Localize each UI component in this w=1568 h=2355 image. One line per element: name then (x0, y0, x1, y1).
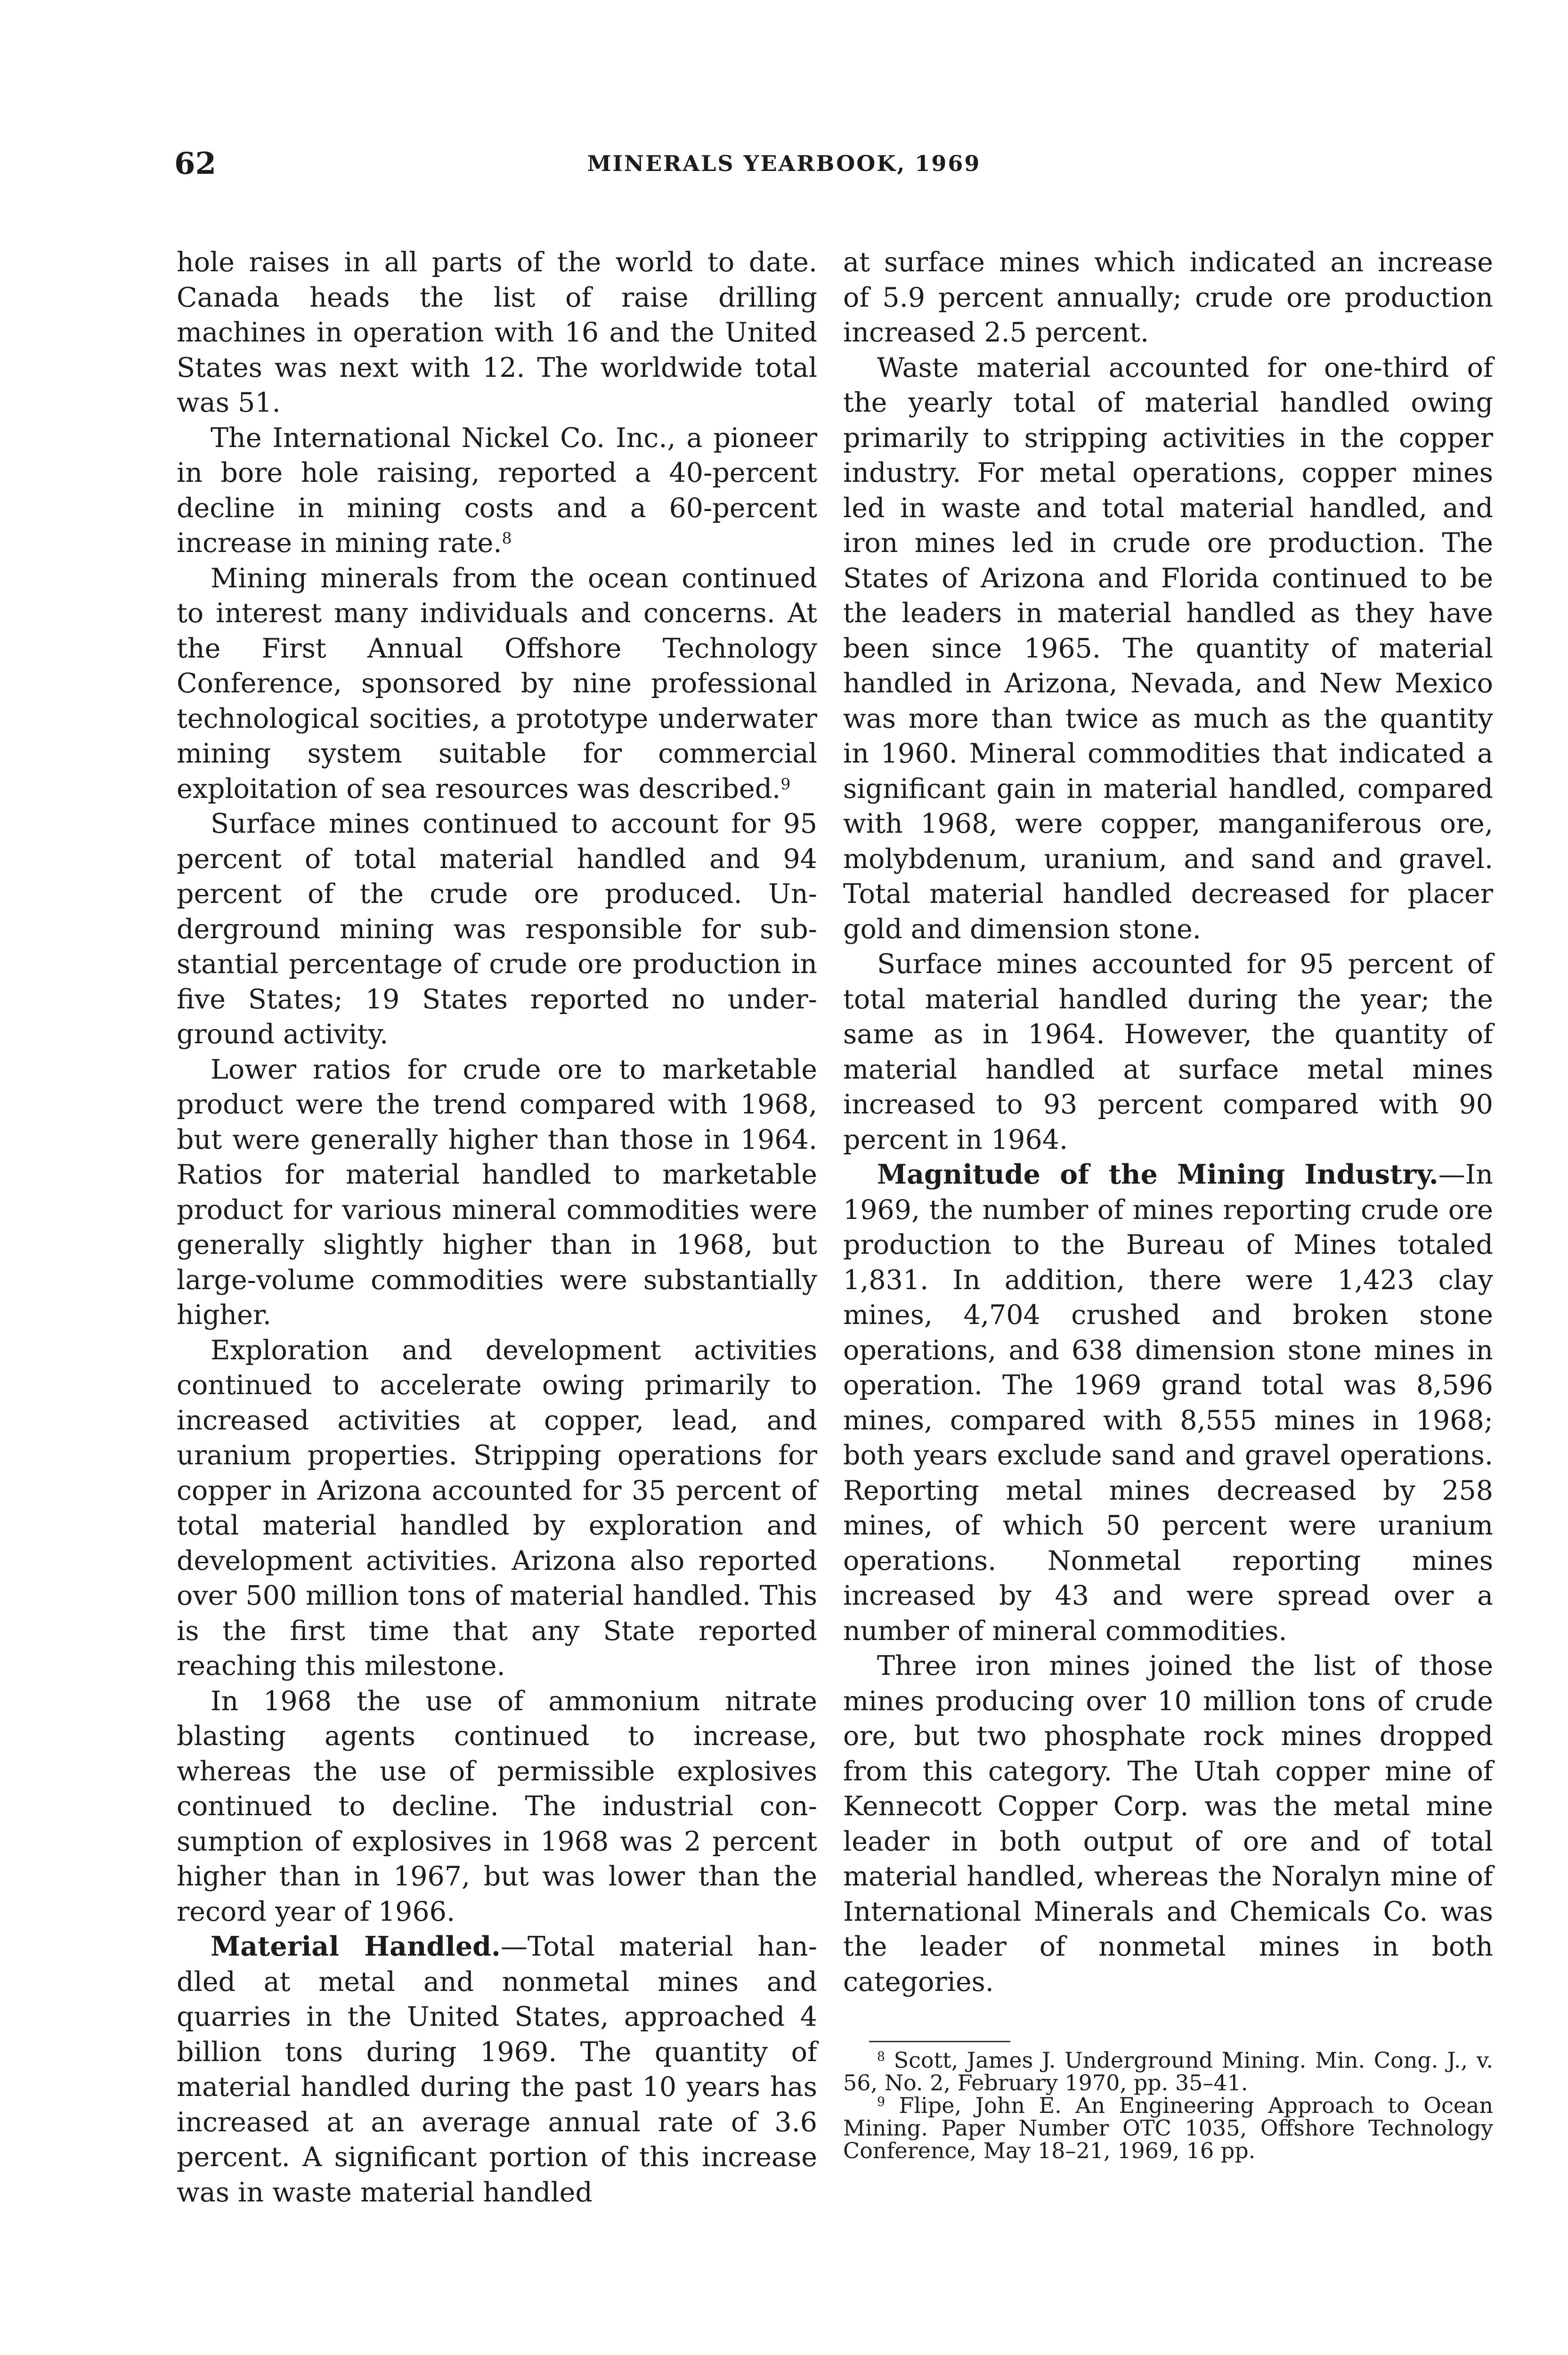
footnote-mark: 8 (877, 2049, 885, 2064)
paragraph-text: —Total material handled at metal and nonmetal mines and quarries in the United States, approached 4 billion tons during 1969. The quantity of material handled during the past 10 years has increased at an average annual rate of 3.6 percent. A significant portion of this increase was in waste material handled (177, 1931, 817, 2208)
paragraph (177, 421, 817, 561)
footnote-text: Scott, James J. Underground Mining. Min. Cong. J., v. 56, No. 2, February 1970, pp. 35–41. (843, 2047, 1493, 2095)
footnote-ref: 9 (780, 774, 791, 793)
left-column (177, 245, 817, 2210)
paragraph: at surface mines which indicated an increase of 5.9 percent annually; crude ore production increased 2.5 percent. (843, 247, 1493, 348)
paragraph: Surface mines accounted for 95 percent of total material handled during the year; the same as in 1964. However, the quantity of material handled at surface metal mines increased to 93 percent compared with 90 percent in 1964. (843, 949, 1493, 1155)
paragraph: Surface mines continued to account for 95 percent of total material handled and 94 percent of the crude ore produced. Underground mining was responsible for substantial percentage of crude ore production in five States; 19 States reported no underground activity. (177, 808, 817, 1050)
paragraph-text: The International Nickel Co. Inc., a pioneer in bore hole raising, reported a 40-percent decline in mining costs and a 60-percent increase in mining rate. (177, 422, 817, 559)
paragraph: hole raises in all parts of the world to date. Canada heads the list of raise drilling machines in operation with 16 and the United States was next with 12. The worldwide total was 51. (177, 247, 817, 418)
footnote-ref: 8 (502, 528, 512, 547)
footnote-text: Flipe, John E. An Engineering Approach to Ocean Mining. Paper Number OTC 1035, Offshore Technology Conference, May 18–21, 1969, 16 pp. (843, 2093, 1493, 2163)
paragraph (177, 1929, 817, 2210)
paragraph (843, 1157, 1493, 1648)
paragraph: Lower ratios for crude ore to marketable product were the trend compared with 1968, but were generally higher than those in 1964. Ratios for material handled to marketable product for various mineral commodities were generally slightly higher than in 1968, but large-volume commodities were substantially higher. (177, 1054, 817, 1331)
paragraph: Waste material accounted for one-third of the yearly total of material handled owing primarily to stripping activities in the copper industry. For metal operations, copper mines led in waste and total material handled, and iron mines led in crude ore production. The States of Arizona and Florida continued to be the leaders in material handled as they have been since 1965. The quantity of material handled in Arizona, Nevada, and New Mexico was more than twice as much as the quantity in 1960. Mineral commodities that indicated a significant gain in material handled, compared with 1968, were copper, manganiferous ore, molybdenum, uranium, and sand and gravel. Total material handled decreased for placer gold and dimension stone. (843, 352, 1493, 945)
footnote-divider (869, 2041, 1010, 2042)
right-column (843, 245, 1493, 2162)
footnote (843, 2049, 1493, 2094)
paragraph-text: —In 1969, the number of mines reporting crude ore production to the Bureau of Mines totaled 1,831. In addition, there were 1,423 clay mines, 4,704 crushed and broken stone operations, and 638 dimension stone mines in operation. The 1969 grand total was 8,596 mines, compared with 8,555 mines in 1968; both years exclude sand and gravel operations. Reporting metal mines decreased by 258 mines, of which 50 percent were uranium operations. Nonmetal reporting mines increased by 43 and were spread over a number of mineral commodities. (843, 1159, 1493, 1647)
paragraph: Three iron mines joined the list of those mines producing over 10 million tons of crude ore, but two phosphate rock mines dropped from this category. The Utah copper mine of Kennecott Copper Corp. was the metal mine leader in both output of ore and of total material handled, whereas the Noralyn mine of International Minerals and Chemicals Co. was the leader of nonmetal mines in both categories. (843, 1650, 1493, 1998)
paragraph: Exploration and development activities continued to accelerate owing primarily to increased activities at copper, lead, and uranium properties. Stripping operations for copper in Arizona accounted for 35 percent of total material handled by exploration and development activities. Arizona also reported over 500 million tons of material handled. This is the first time that any State reported reaching this milestone. (177, 1334, 817, 1681)
running-title: MINERALS YEARBOOK, 1969 (587, 151, 981, 176)
section-heading: Magnitude of the Mining Industry. (877, 1159, 1438, 1190)
page-number: 62 (174, 146, 217, 181)
paragraph-text: Mining minerals from the ocean continued to interest many individuals and concerns. At the First Annual Offshore Technology Conference, sponsored by nine professional technological socities, a prototype underwater mining system suitable for commercial exploitation of sea resources was described. (177, 562, 817, 804)
footnote (843, 2094, 1493, 2162)
paragraph: In 1968 the use of ammonium nitrate blasting agents continued to increase, whereas the use of permissible explosives continued to decline. The industrial consumption of explosives in 1968 was 2 percent higher than in 1967, but was lower than the record year of 1966. (177, 1685, 817, 1927)
page-header (0, 146, 1568, 188)
section-heading: Material Handled. (211, 1931, 501, 1962)
paragraph (177, 561, 817, 807)
footnote-mark: 9 (877, 2095, 885, 2110)
